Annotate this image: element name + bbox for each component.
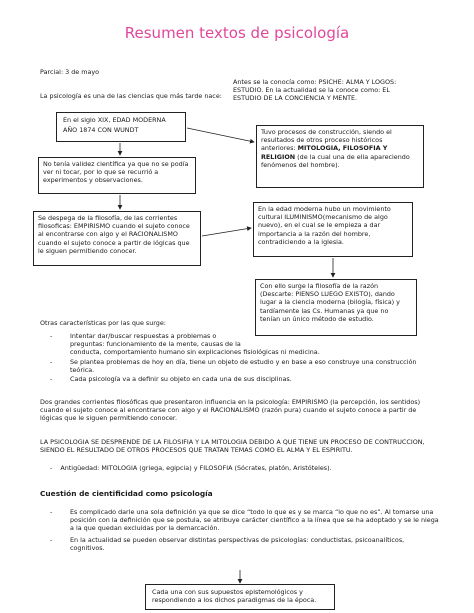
otras-title: Otras características por las que surge: (40, 319, 166, 327)
list-item: - Intentar dar/buscar respuestas a problemas o preguntas: funcionamiento de la mente, causas de la conducta, comportamiento humano sin explicaciones fisiológicas ni medicina. (50, 332, 320, 357)
dash-icon: - (50, 535, 53, 544)
dash-icon: - (50, 332, 53, 340)
section-heading-cientificidad: Cuestión de cientificidad como psicología (40, 489, 213, 498)
intro-right-text: Antes se la conocía como: PSICHE: ALMA Y LOGOS: ESTUDIO. En la actualidad se la conoce como: EL ESTUDIO DE LA CONCIENCIA Y MENTE. (233, 78, 397, 103)
box-edad-moderna: En la edad moderna hubo un movimiento cultural ILUMINISMO(mecanismo de algo nuevo), en el cual se le empieza a dar importancia a la razón del hombre, contradiciendo a la iglesia. (253, 202, 413, 257)
box-siglo-line1: En el siglo XIX, EDAD MODERNA (63, 116, 166, 124)
list-item: - Es complicado darle una sola definición ya que se dice “todo lo que es y se marca “lo que no es”. Al tomarse una posición con la definición que se postula, se atribuye carácter científico a la línea que se ha adoptado y se le niega a la que quedan excluidas por la demarcación. (50, 508, 439, 533)
box-filosofia-razon: Con ello surge la filosofía de la razón (Descarte: PIENSO LUEGO EXISTO), dando lugar a la ciencia moderna (bilogía, física) y tardíamente las Cs. Humanas ya que no tenían un único método de estudio. (255, 279, 417, 336)
box-procesos: Tuvo procesos de construcción, siendo el resultados de otros proceso históricos anteriores: MITOLOGIA, FILOSOFIA Y RELIGION (de la cual una de ella apareciendo fenómenos del hombre). (256, 125, 424, 188)
antiguedad-item: - Antigüedad: MITOLOGIA (griega, egipcia) y FILOSOFIA (Sócrates, platón, Aristóteles). (50, 464, 332, 472)
box-final: Cada una con sus supuestos epistemológicos y respondiendo a los dichos paradigmas de la época. (145, 584, 335, 610)
page-title: Resumen textos de psicología (124, 24, 350, 42)
dash-icon: - (50, 357, 53, 366)
box-validez: No tenía validez científica ya que no se podía ver ni tocar, por lo que se recurrió a experimentos y observaciones. (38, 157, 196, 194)
dash-icon: - (50, 508, 53, 516)
parcial-date: Parcial: 3 de mayo (40, 68, 100, 76)
box-despega: Se despega de la filosofía, de las corrientes filosoficas: EMPIRISMO cuando el sujeto conoce al encontrarse con algo y el RACIONALISMO cuando el sujeto conoce a partir de lógicas que le siguen permitiendo conocer. (33, 211, 201, 266)
intro-left-text: La psicología es una de las ciencias que más tarde nace: (40, 92, 222, 100)
dash-icon: - (50, 464, 53, 472)
list-item: - Se plantea problemas de hoy en día, tiene un objeto de estudio y en base a eso construye una construcción teórica. (50, 357, 417, 374)
paragraph-corrientes: Dos grandes corrientes filosóficas que presentaron influencia en la psicología: EMPIRISMO (la percepción, los sentidos) cuando el sujeto conoce al encontrarse con algo y el RACIONALISMO (razón pura) cuando el sujeto conoce a partir de lógicas que le siguen permitiendo conocer. (40, 398, 421, 423)
box-siglo-line2: AÑO 1874 CON WUNDT (63, 126, 139, 135)
list-item: - En la actualidad se pueden observar distintas perspectivas de psicologías: conductistas, psicoanalíticos, cognitivos. (50, 535, 405, 552)
dash-icon: - (50, 375, 53, 384)
list-item: - Cada psicología va a definir su objeto en cada una de sus disciplinas. (50, 375, 292, 384)
paragraph-psicologia-caps: LA PSICOLOGIA SE DESPRENDE DE LA FILOSIFIA Y LA MITOLOGIA DEBIDO A QUE TIENE UN PROCESO DE CONTRUCCION, SIENDO EL RESULTADO DE OTROS PROCESOS QUE TRATAN TEMAS COMO EL ALMA Y EL ESPIRITU. (40, 438, 425, 455)
